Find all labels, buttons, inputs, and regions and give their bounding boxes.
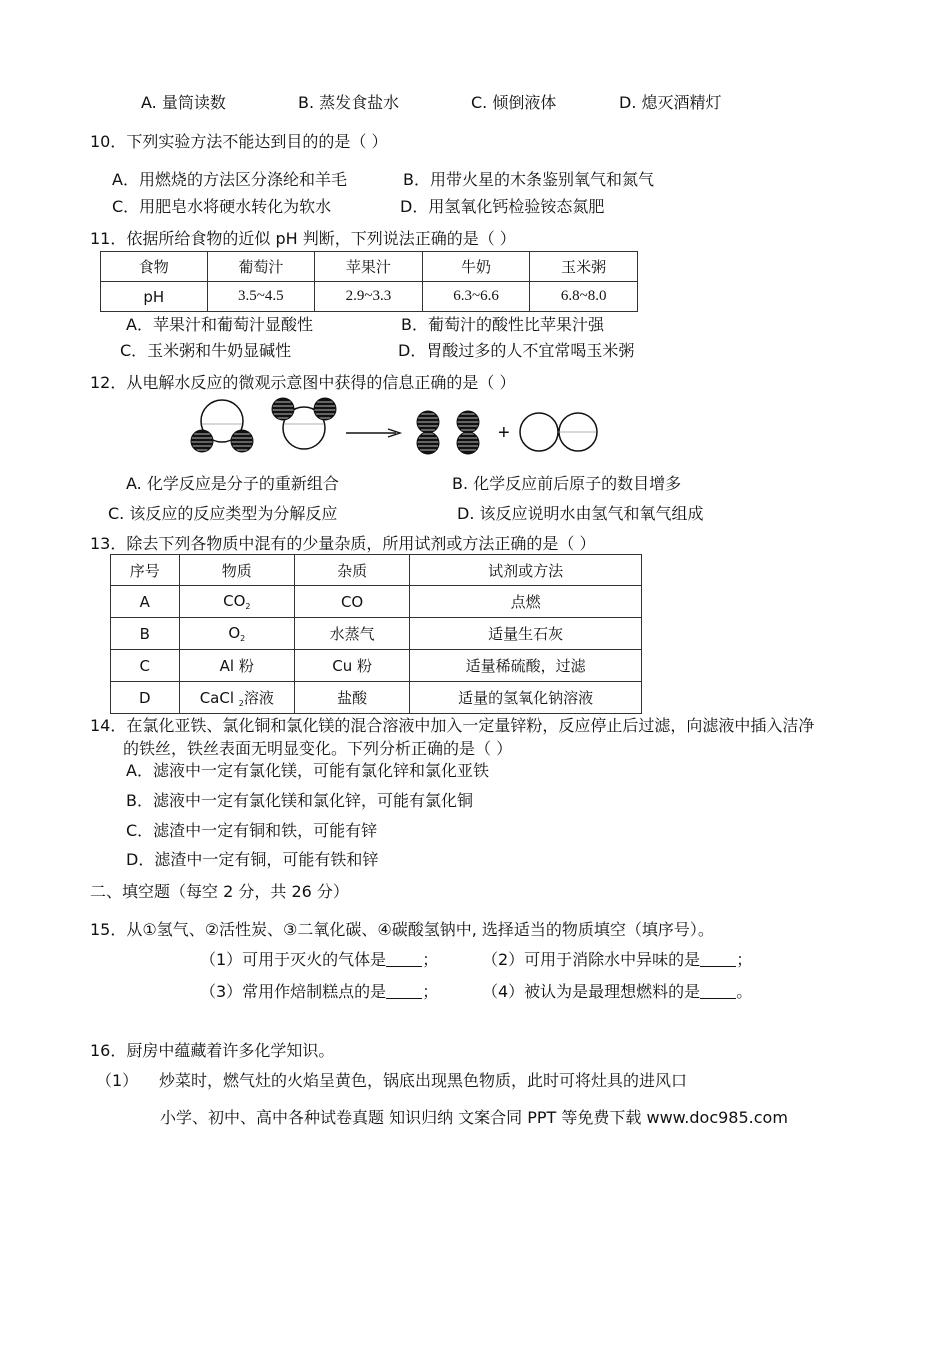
q14-option-d: D．滤渣中一定有铜，可能有铁和锌 bbox=[126, 850, 379, 869]
q11-option-b: B．葡萄汁的酸性比苹果汁强 bbox=[401, 315, 604, 334]
row-id: A bbox=[111, 586, 180, 618]
table-row bbox=[111, 586, 642, 618]
row-impurity: Cu 粉 bbox=[295, 650, 410, 682]
footer-text: 小学、初中、高中各种试卷真题 知识归纳 文案合同 PPT 等免费下载 www.doc985.com bbox=[160, 1108, 788, 1127]
ph-value: 2.9~3.3 bbox=[315, 282, 423, 312]
impurity-table-header: 杂质 bbox=[295, 555, 410, 586]
q15-stem: 15．从①氢气、②活性炭、③二氧化碳、④碳酸氢钠中, 选择适当的物质填空（填序号）。 bbox=[90, 920, 714, 939]
q14-stem-line1: 14．在氯化亚铁、氯化铜和氯化镁的混合溶液中加入一定量锌粉，反应停止后过滤，向滤液中插入洁净 bbox=[90, 716, 815, 735]
row-method: 点燃 bbox=[410, 586, 642, 618]
ph-table-header: 玉米粥 bbox=[530, 252, 638, 282]
table-row bbox=[111, 618, 642, 650]
impurity-table-header: 物质 bbox=[179, 555, 295, 586]
ph-table-header: 食物 bbox=[101, 252, 208, 282]
row-substance: $O_2$ bbox=[179, 618, 295, 650]
q12-option-c: C. 该反应的反应类型为分解反应 bbox=[108, 504, 338, 523]
q14-option-c: C．滤渣中一定有铜和铁，可能有锌 bbox=[126, 821, 378, 840]
q15-item-3: （3）常用作焙制糕点的是 ； bbox=[200, 982, 439, 1001]
row-method: 适量生石灰 bbox=[410, 618, 642, 650]
answer-blank[interactable] bbox=[700, 984, 736, 999]
ph-table bbox=[100, 251, 638, 312]
q15-item-2: （2）可用于消除水中异味的是 ； bbox=[482, 950, 753, 969]
q13-stem: 13．除去下列各物质中混有的少量杂质，所用试剂或方法正确的是（ ） bbox=[90, 534, 596, 553]
water-molecule-icon bbox=[191, 400, 253, 452]
ph-value: 6.3~6.6 bbox=[422, 282, 530, 312]
row-impurity: 水蒸气 bbox=[295, 618, 410, 650]
q16-sub-number: （1） bbox=[96, 1071, 139, 1090]
hydrogen-molecule-icon bbox=[457, 411, 479, 454]
ph-table-header: 牛奶 bbox=[422, 252, 530, 282]
row-substance: $CO_2$ bbox=[179, 586, 295, 618]
row-impurity: CO bbox=[295, 586, 410, 618]
table-row bbox=[111, 650, 642, 682]
q10-option-c: C．用肥皂水将硬水转化为软水 bbox=[112, 197, 332, 216]
q12-option-d: D. 该反应说明水由氢气和氧气组成 bbox=[457, 504, 704, 523]
ph-table-header: 葡萄汁 bbox=[207, 252, 315, 282]
water-molecule-icon bbox=[272, 398, 336, 449]
row-id: B bbox=[111, 618, 180, 650]
row-id: C bbox=[111, 650, 180, 682]
electrolysis-diagram bbox=[180, 396, 610, 462]
ph-row-label: pH bbox=[101, 282, 208, 312]
q11-option-d: D．胃酸过多的人不宜常喝玉米粥 bbox=[398, 341, 635, 360]
q10-stem: 10．下列实验方法不能达到目的的是（ ） bbox=[90, 132, 388, 151]
ph-table-header: 苹果汁 bbox=[315, 252, 423, 282]
row-impurity: 盐酸 bbox=[295, 682, 410, 714]
answer-blank[interactable] bbox=[386, 952, 422, 967]
q16-stem: 16．厨房中蕴藏着许多化学知识。 bbox=[90, 1041, 335, 1060]
row-method: 适量的氢氧化钠溶液 bbox=[410, 682, 642, 714]
q10-option-d: D．用氢氧化钙检验铵态氮肥 bbox=[400, 197, 605, 216]
oxygen-molecule-icon bbox=[520, 413, 597, 451]
hydrogen-molecule-icon bbox=[417, 411, 439, 454]
ph-value: 3.5~4.5 bbox=[207, 282, 315, 312]
row-substance: Al 粉 bbox=[179, 650, 295, 682]
q9-option-b: B. 蒸发食盐水 bbox=[298, 93, 400, 112]
section-title: 二、填空题（每空 2 分，共 26 分） bbox=[90, 882, 349, 901]
q14-stem-line2: 的铁丝，铁丝表面无明显变化。下列分析正确的是（ ） bbox=[123, 739, 513, 758]
q12-stem: 12．从电解水反应的微观示意图中获得的信息正确的是（ ） bbox=[90, 373, 516, 392]
q14-option-b: B．滤液中一定有氯化镁和氯化锌，可能有氯化铜 bbox=[126, 791, 473, 810]
q14-option-a: A．滤液中一定有氯化镁，可能有氯化锌和氯化亚铁 bbox=[126, 761, 489, 780]
q15-item-4: （4）被认为是最理想燃料的是 。 bbox=[482, 982, 753, 1001]
q11-option-a: A．苹果汁和葡萄汁显酸性 bbox=[126, 315, 313, 334]
q10-option-b: B．用带火星的木条鉴别氧气和氮气 bbox=[403, 170, 654, 189]
row-substance: CaCl $_2$溶液 bbox=[179, 682, 295, 714]
q12-option-a: A. 化学反应是分子的重新组合 bbox=[126, 474, 339, 493]
impurity-table-header: 试剂或方法 bbox=[410, 555, 642, 586]
q12-option-b: B. 化学反应前后原子的数目增多 bbox=[452, 474, 682, 493]
row-method: 适量稀硫酸，过滤 bbox=[410, 650, 642, 682]
q9-option-c: C. 倾倒液体 bbox=[471, 93, 557, 112]
row-id: D bbox=[111, 682, 180, 714]
ph-value: 6.8~8.0 bbox=[530, 282, 638, 312]
q10-option-a: A．用燃烧的方法区分涤纶和羊毛 bbox=[112, 170, 347, 189]
q16-sub-text: 炒菜时，燃气灶的火焰呈黄色，锅底出现黑色物质，此时可将灶具的进风口 bbox=[159, 1071, 688, 1090]
arrow-icon bbox=[346, 429, 400, 437]
q9-option-a: A. 量筒读数 bbox=[141, 93, 226, 112]
plus-sign: + bbox=[498, 422, 510, 444]
q11-option-c: C．玉米粥和牛奶显碱性 bbox=[120, 341, 292, 360]
answer-blank[interactable] bbox=[700, 952, 736, 967]
q11-stem: 11．依据所给食物的近似 pH 判断，下列说法正确的是（ ） bbox=[90, 229, 516, 248]
q9-option-d: D. 熄灭酒精灯 bbox=[619, 93, 722, 112]
answer-blank[interactable] bbox=[386, 984, 422, 999]
impurity-table bbox=[110, 554, 642, 714]
table-row bbox=[111, 682, 642, 714]
q15-item-1: （1）可用于灭火的气体是 ； bbox=[200, 950, 439, 969]
impurity-table-header: 序号 bbox=[111, 555, 180, 586]
